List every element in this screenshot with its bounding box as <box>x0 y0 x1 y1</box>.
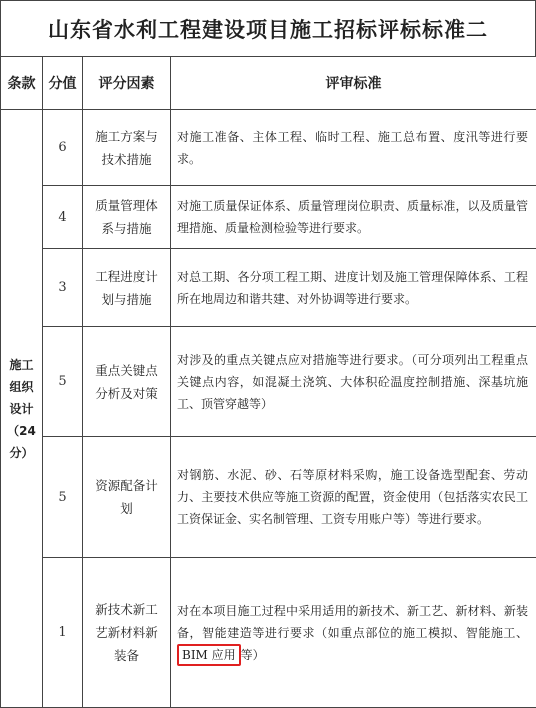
factor-label: 施工方案与 技术措施 <box>95 129 158 167</box>
factor-label: 重点关键点 分析及对策 <box>95 363 158 401</box>
document-title: 山东省水利工程建设项目施工招标评标标准二 <box>0 0 536 56</box>
criteria-text: 对在本项目施工过程中采用适用的新技术、新工艺、新材料、新装备，智能建造等进行要求（如重点部位的施工模拟、智能施工、 <box>177 604 528 640</box>
table-row <box>1 110 536 186</box>
table-row <box>1 186 536 249</box>
score-cell: 3 <box>43 249 83 327</box>
clause-cell <box>1 110 43 708</box>
header-row <box>1 57 536 110</box>
criteria-cell: 对施工质量保证体系、质量管理岗位职责、质量标准，以及质量管理措施、质量检测检验等进行要求。 <box>171 186 536 249</box>
criteria-cell: 对总工期、各分项工程工期、进度计划及施工管理保障体系、工程所在地周边和谐共建、对外协调等进行要求。 <box>171 249 536 327</box>
table-row <box>1 558 536 708</box>
criteria-text-end: 等） <box>241 648 265 662</box>
clause-label: 施工 组织 设计 （24 分） <box>1 354 42 464</box>
factor-label: 质量管理体 系与措施 <box>95 198 158 236</box>
table-row <box>1 327 536 437</box>
criteria-cell: 对钢筋、水泥、砂、石等原材料采购，施工设备选型配套、劳动力、主要技术供应等施工资源的配置，资金使用（包括落实农民工工资保证金、实名制管理、工资专用账户等）等进行要求。 <box>171 437 536 558</box>
factor-label: 资源配备计 划 <box>95 478 158 516</box>
table-row <box>1 249 536 327</box>
factor-cell <box>83 110 171 186</box>
table-row <box>1 437 536 558</box>
score-cell: 5 <box>43 327 83 437</box>
score-cell: 1 <box>43 558 83 708</box>
header-criteria: 评审标准 <box>171 57 536 110</box>
header-clause: 条款 <box>1 57 43 110</box>
score-cell: 5 <box>43 437 83 558</box>
header-factor: 评分因素 <box>83 57 171 110</box>
header-score: 分值 <box>43 57 83 110</box>
factor-label: 新技术新工 艺新材料新 装备 <box>95 602 158 663</box>
criteria-table <box>0 56 536 708</box>
criteria-cell: 对涉及的重点关键点应对措施等进行要求。（可分项列出工程重点关键点内容，如混凝土浇筑、大体积砼温度控制措施、深基坑施工、顶管穿越等） <box>171 327 536 437</box>
factor-cell <box>83 186 171 249</box>
bim-highlight: BIM 应用 <box>177 644 241 666</box>
criteria-cell: 对施工准备、主体工程、临时工程、施工总布置、度汛等进行要求。 <box>171 110 536 186</box>
factor-cell <box>83 249 171 327</box>
score-cell: 6 <box>43 110 83 186</box>
factor-label: 工程进度计 划与措施 <box>95 269 158 307</box>
factor-cell <box>83 437 171 558</box>
score-cell: 4 <box>43 186 83 249</box>
factor-cell <box>83 327 171 437</box>
criteria-cell <box>171 558 536 708</box>
factor-cell <box>83 558 171 708</box>
